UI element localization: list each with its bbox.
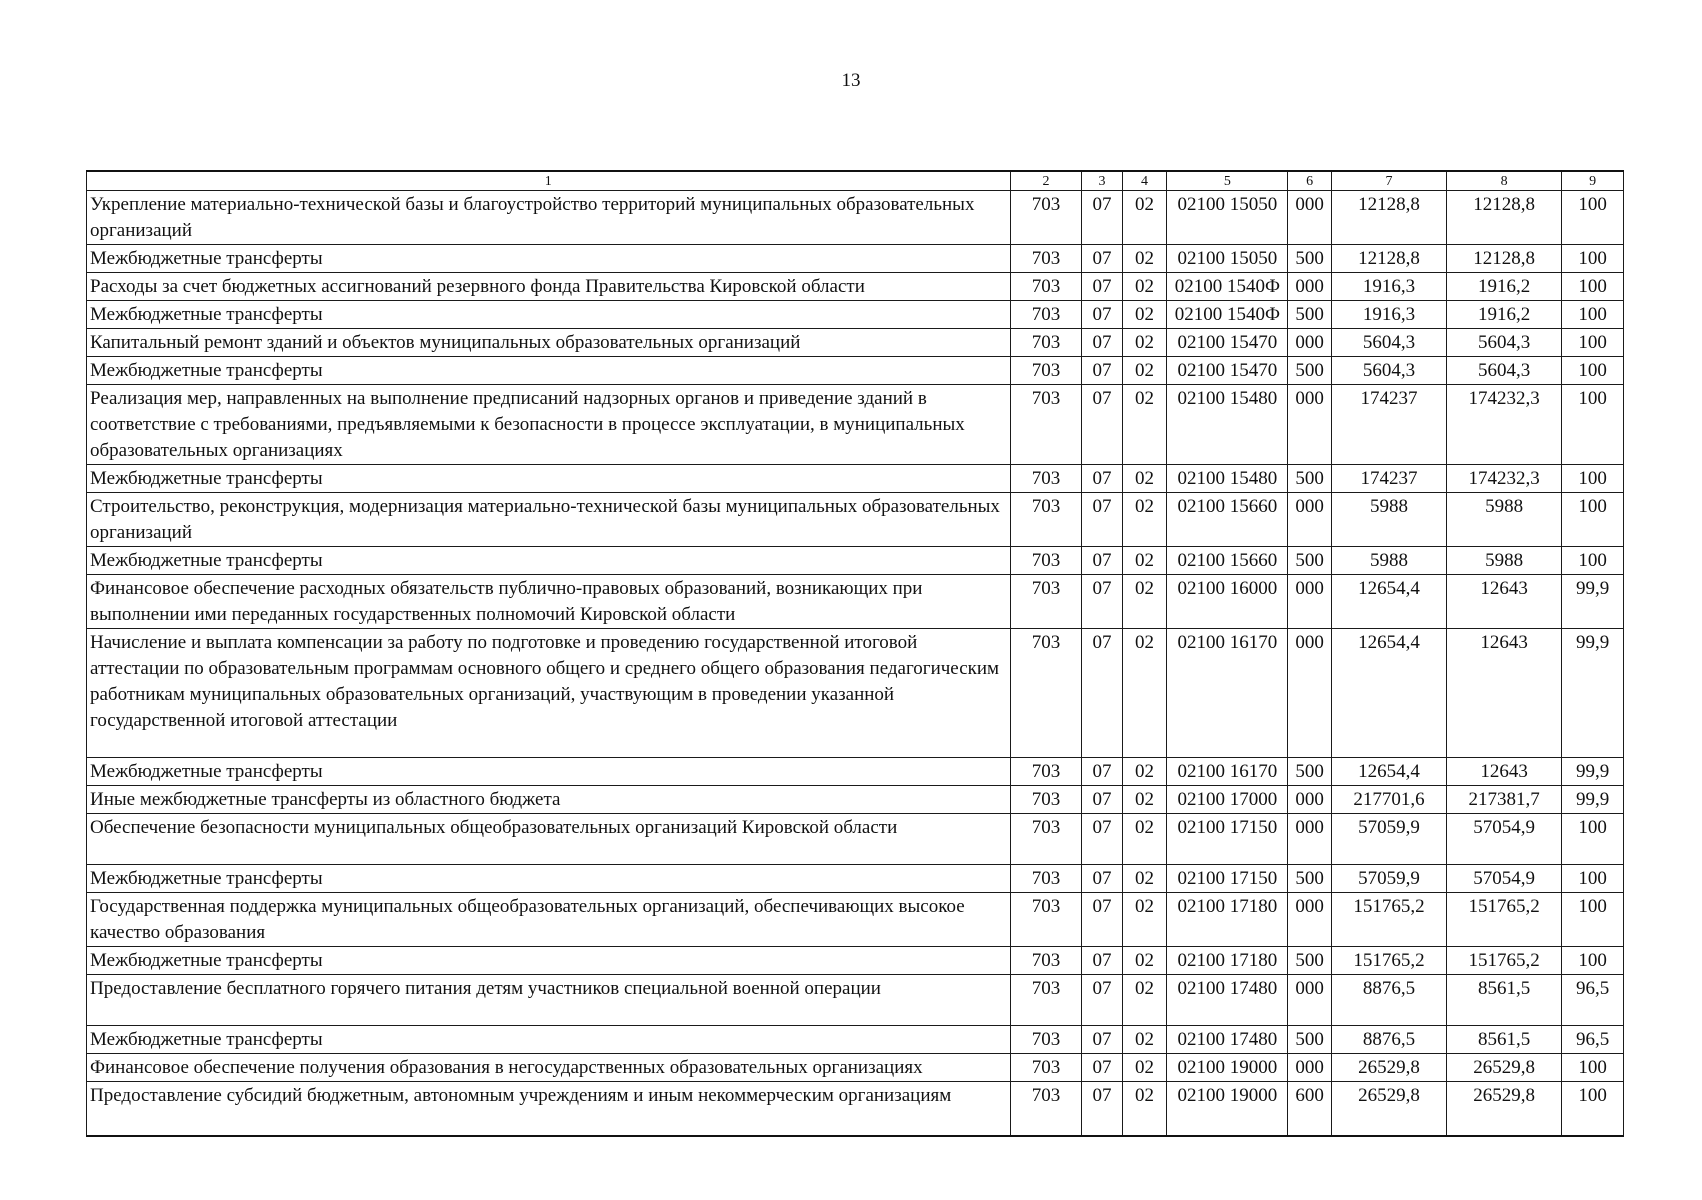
- cell-code-702: 703: [1010, 814, 1082, 865]
- cell-code-section: 07: [1082, 575, 1122, 629]
- cell-percent: 100: [1562, 329, 1624, 357]
- cell-percent: 100: [1562, 385, 1624, 465]
- cell-code-section: 07: [1082, 947, 1122, 975]
- cell-target-article: 02100 15050: [1167, 191, 1288, 245]
- cell-plan-amount: 26529,8: [1331, 1054, 1446, 1082]
- cell-plan-amount: 12654,4: [1331, 758, 1446, 786]
- cell-expense-type: 500: [1288, 547, 1331, 575]
- cell-percent: 99,9: [1562, 758, 1624, 786]
- cell-code-702: 703: [1010, 191, 1082, 245]
- cell-code-section: 07: [1082, 273, 1122, 301]
- cell-code-subsection: 02: [1122, 1054, 1166, 1082]
- cell-code-section: 07: [1082, 893, 1122, 947]
- cell-percent: 99,9: [1562, 575, 1624, 629]
- cell-expense-type: 000: [1288, 191, 1331, 245]
- cell-code-702: 703: [1010, 1054, 1082, 1082]
- cell-code-subsection: 02: [1122, 273, 1166, 301]
- header-cell: 4: [1122, 171, 1166, 191]
- cell-row-name: Межбюджетные трансферты: [87, 1026, 1011, 1054]
- cell-target-article: 02100 15480: [1167, 465, 1288, 493]
- cell-code-section: 07: [1082, 385, 1122, 465]
- table-row: [87, 629, 1624, 758]
- table-row: [87, 947, 1624, 975]
- cell-target-article: 02100 16000: [1167, 575, 1288, 629]
- cell-code-subsection: 02: [1122, 758, 1166, 786]
- table-row: [87, 191, 1624, 245]
- cell-code-subsection: 02: [1122, 814, 1166, 865]
- cell-plan-amount: 57059,9: [1331, 814, 1446, 865]
- cell-actual-amount: 217381,7: [1447, 786, 1562, 814]
- cell-actual-amount: 5988: [1447, 547, 1562, 575]
- cell-percent: 100: [1562, 191, 1624, 245]
- cell-target-article: 02100 15470: [1167, 329, 1288, 357]
- cell-percent: 100: [1562, 1054, 1624, 1082]
- cell-expense-type: 000: [1288, 814, 1331, 865]
- cell-percent: 100: [1562, 301, 1624, 329]
- table-body: [87, 191, 1624, 1137]
- table-row: [87, 547, 1624, 575]
- cell-code-section: 07: [1082, 814, 1122, 865]
- cell-expense-type: 500: [1288, 758, 1331, 786]
- cell-plan-amount: 1916,3: [1331, 301, 1446, 329]
- cell-code-702: 703: [1010, 1082, 1082, 1137]
- cell-code-702: 703: [1010, 329, 1082, 357]
- cell-plan-amount: 26529,8: [1331, 1082, 1446, 1137]
- cell-actual-amount: 151765,2: [1447, 893, 1562, 947]
- table-row: [87, 357, 1624, 385]
- header-cell: 9: [1562, 171, 1624, 191]
- cell-percent: 100: [1562, 865, 1624, 893]
- cell-row-name: Финансовое обеспечение получения образования в негосударственных образовательных организациях: [87, 1054, 1011, 1082]
- cell-code-section: 07: [1082, 975, 1122, 1026]
- cell-row-name: Межбюджетные трансферты: [87, 465, 1011, 493]
- cell-expense-type: 000: [1288, 786, 1331, 814]
- cell-expense-type: 600: [1288, 1082, 1331, 1137]
- cell-expense-type: 500: [1288, 245, 1331, 273]
- cell-target-article: 02100 16170: [1167, 758, 1288, 786]
- cell-target-article: 02100 19000: [1167, 1054, 1288, 1082]
- cell-percent: 100: [1562, 245, 1624, 273]
- cell-expense-type: 000: [1288, 385, 1331, 465]
- cell-code-subsection: 02: [1122, 547, 1166, 575]
- cell-plan-amount: 57059,9: [1331, 865, 1446, 893]
- cell-target-article: 02100 17000: [1167, 786, 1288, 814]
- cell-row-name: Капитальный ремонт зданий и объектов муниципальных образовательных организаций: [87, 329, 1011, 357]
- cell-row-name: Предоставление бесплатного горячего питания детям участников специальной военной операции: [87, 975, 1011, 1026]
- cell-percent: 96,5: [1562, 1026, 1624, 1054]
- cell-row-name: Межбюджетные трансферты: [87, 947, 1011, 975]
- header-cell: 5: [1167, 171, 1288, 191]
- cell-code-section: 07: [1082, 1026, 1122, 1054]
- cell-code-702: 703: [1010, 975, 1082, 1026]
- cell-code-section: 07: [1082, 329, 1122, 357]
- cell-actual-amount: 12128,8: [1447, 191, 1562, 245]
- cell-actual-amount: 12128,8: [1447, 245, 1562, 273]
- cell-code-702: 703: [1010, 758, 1082, 786]
- cell-percent: 99,9: [1562, 629, 1624, 758]
- cell-code-subsection: 02: [1122, 575, 1166, 629]
- cell-plan-amount: 174237: [1331, 385, 1446, 465]
- cell-actual-amount: 8561,5: [1447, 975, 1562, 1026]
- cell-actual-amount: 26529,8: [1447, 1054, 1562, 1082]
- header-row: [87, 171, 1624, 191]
- cell-actual-amount: 5604,3: [1447, 329, 1562, 357]
- cell-code-section: 07: [1082, 357, 1122, 385]
- cell-expense-type: 500: [1288, 301, 1331, 329]
- cell-target-article: 02100 15050: [1167, 245, 1288, 273]
- table-row: [87, 385, 1624, 465]
- cell-percent: 100: [1562, 465, 1624, 493]
- cell-code-subsection: 02: [1122, 465, 1166, 493]
- table-row: [87, 893, 1624, 947]
- cell-code-section: 07: [1082, 1054, 1122, 1082]
- cell-plan-amount: 5988: [1331, 493, 1446, 547]
- cell-row-name: Строительство, реконструкция, модернизация материально-технической базы муниципальных образовательных организаций: [87, 493, 1011, 547]
- cell-code-702: 703: [1010, 357, 1082, 385]
- cell-row-name: Расходы за счет бюджетных ассигнований резервного фонда Правительства Кировской области: [87, 273, 1011, 301]
- cell-code-702: 703: [1010, 1026, 1082, 1054]
- cell-code-702: 703: [1010, 493, 1082, 547]
- cell-actual-amount: 1916,2: [1447, 301, 1562, 329]
- cell-expense-type: 000: [1288, 493, 1331, 547]
- cell-row-name: Межбюджетные трансферты: [87, 357, 1011, 385]
- cell-code-subsection: 02: [1122, 629, 1166, 758]
- cell-actual-amount: 12643: [1447, 758, 1562, 786]
- cell-code-section: 07: [1082, 786, 1122, 814]
- cell-plan-amount: 1916,3: [1331, 273, 1446, 301]
- cell-expense-type: 500: [1288, 465, 1331, 493]
- cell-code-702: 703: [1010, 893, 1082, 947]
- cell-code-section: 07: [1082, 301, 1122, 329]
- table-row: [87, 273, 1624, 301]
- cell-code-702: 703: [1010, 385, 1082, 465]
- cell-code-section: 07: [1082, 465, 1122, 493]
- cell-row-name: Межбюджетные трансферты: [87, 245, 1011, 273]
- header-cell: 6: [1288, 171, 1331, 191]
- cell-code-subsection: 02: [1122, 786, 1166, 814]
- cell-expense-type: 000: [1288, 975, 1331, 1026]
- cell-percent: 100: [1562, 814, 1624, 865]
- table-row: [87, 786, 1624, 814]
- cell-expense-type: 000: [1288, 273, 1331, 301]
- cell-code-section: 07: [1082, 865, 1122, 893]
- cell-expense-type: 000: [1288, 329, 1331, 357]
- table-row: [87, 865, 1624, 893]
- cell-plan-amount: 5604,3: [1331, 357, 1446, 385]
- cell-code-702: 703: [1010, 301, 1082, 329]
- cell-row-name: Государственная поддержка муниципальных общеобразовательных организаций, обеспечивающих высокое качество образования: [87, 893, 1011, 947]
- cell-target-article: 02100 1540Ф: [1167, 301, 1288, 329]
- cell-actual-amount: 151765,2: [1447, 947, 1562, 975]
- cell-code-section: 07: [1082, 493, 1122, 547]
- table-row: [87, 1082, 1624, 1137]
- header-cell: 3: [1082, 171, 1122, 191]
- cell-code-section: 07: [1082, 245, 1122, 273]
- cell-target-article: 02100 19000: [1167, 1082, 1288, 1137]
- cell-code-subsection: 02: [1122, 893, 1166, 947]
- cell-code-subsection: 02: [1122, 357, 1166, 385]
- cell-plan-amount: 12654,4: [1331, 575, 1446, 629]
- cell-target-article: 02100 17150: [1167, 865, 1288, 893]
- cell-row-name: Предоставление субсидий бюджетным, автономным учреждениям и иным некоммерческим организациям: [87, 1082, 1011, 1137]
- cell-code-subsection: 02: [1122, 1026, 1166, 1054]
- cell-actual-amount: 57054,9: [1447, 865, 1562, 893]
- cell-code-subsection: 02: [1122, 191, 1166, 245]
- cell-row-name: Укрепление материально-технической базы и благоустройство территорий муниципальных образовательных организаций: [87, 191, 1011, 245]
- cell-target-article: 02100 16170: [1167, 629, 1288, 758]
- table-row: [87, 301, 1624, 329]
- cell-row-name: Иные межбюджетные трансферты из областного бюджета: [87, 786, 1011, 814]
- cell-percent: 100: [1562, 493, 1624, 547]
- cell-expense-type: 000: [1288, 575, 1331, 629]
- cell-code-subsection: 02: [1122, 329, 1166, 357]
- cell-plan-amount: 5988: [1331, 547, 1446, 575]
- cell-expense-type: 000: [1288, 1054, 1331, 1082]
- cell-actual-amount: 5988: [1447, 493, 1562, 547]
- cell-actual-amount: 12643: [1447, 575, 1562, 629]
- cell-code-702: 703: [1010, 575, 1082, 629]
- cell-percent: 100: [1562, 357, 1624, 385]
- cell-plan-amount: 12128,8: [1331, 191, 1446, 245]
- header-cell: 2: [1010, 171, 1082, 191]
- cell-plan-amount: 217701,6: [1331, 786, 1446, 814]
- cell-percent: 100: [1562, 893, 1624, 947]
- cell-expense-type: 500: [1288, 1026, 1331, 1054]
- cell-actual-amount: 8561,5: [1447, 1026, 1562, 1054]
- cell-percent: 100: [1562, 547, 1624, 575]
- cell-target-article: 02100 15660: [1167, 493, 1288, 547]
- header-cell: 1: [87, 171, 1011, 191]
- table-row: [87, 1026, 1624, 1054]
- cell-row-name: Обеспечение безопасности муниципальных общеобразовательных организаций Кировской области: [87, 814, 1011, 865]
- cell-target-article: 02100 1540Ф: [1167, 273, 1288, 301]
- cell-code-702: 703: [1010, 865, 1082, 893]
- cell-code-section: 07: [1082, 547, 1122, 575]
- cell-plan-amount: 5604,3: [1331, 329, 1446, 357]
- cell-plan-amount: 12128,8: [1331, 245, 1446, 273]
- cell-code-702: 703: [1010, 629, 1082, 758]
- cell-row-name: Реализация мер, направленных на выполнение предписаний надзорных органов и приведение зданий в соответствие с требованиями, предъявляемыми к безопасности в процессе эксплуатации, в муниципальных образовательных организациях: [87, 385, 1011, 465]
- cell-code-702: 703: [1010, 245, 1082, 273]
- cell-row-name: Финансовое обеспечение расходных обязательств публично-правовых образований, возникающих при выполнении ими переданных государственных полномочий Кировской области: [87, 575, 1011, 629]
- cell-code-subsection: 02: [1122, 301, 1166, 329]
- cell-target-article: 02100 17150: [1167, 814, 1288, 865]
- cell-percent: 100: [1562, 1082, 1624, 1137]
- cell-actual-amount: 26529,8: [1447, 1082, 1562, 1137]
- header-cell: 8: [1447, 171, 1562, 191]
- table-row: [87, 329, 1624, 357]
- cell-row-name: Межбюджетные трансферты: [87, 758, 1011, 786]
- cell-actual-amount: 5604,3: [1447, 357, 1562, 385]
- cell-code-section: 07: [1082, 1082, 1122, 1137]
- budget-table: [86, 170, 1624, 1137]
- cell-percent: 100: [1562, 947, 1624, 975]
- table-row: [87, 814, 1624, 865]
- cell-row-name: Межбюджетные трансферты: [87, 547, 1011, 575]
- cell-code-702: 703: [1010, 465, 1082, 493]
- cell-code-702: 703: [1010, 547, 1082, 575]
- table-row: [87, 245, 1624, 273]
- table-row: [87, 1054, 1624, 1082]
- cell-expense-type: 000: [1288, 893, 1331, 947]
- table-row: [87, 493, 1624, 547]
- table-row: [87, 465, 1624, 493]
- page-number: 13: [841, 70, 861, 91]
- cell-target-article: 02100 15480: [1167, 385, 1288, 465]
- cell-code-subsection: 02: [1122, 385, 1166, 465]
- cell-code-subsection: 02: [1122, 1082, 1166, 1137]
- cell-plan-amount: 12654,4: [1331, 629, 1446, 758]
- cell-plan-amount: 8876,5: [1331, 975, 1446, 1026]
- cell-percent: 100: [1562, 273, 1624, 301]
- cell-percent: 96,5: [1562, 975, 1624, 1026]
- cell-code-subsection: 02: [1122, 493, 1166, 547]
- cell-target-article: 02100 17480: [1167, 1026, 1288, 1054]
- cell-expense-type: 000: [1288, 629, 1331, 758]
- table-row: [87, 575, 1624, 629]
- cell-actual-amount: 174232,3: [1447, 385, 1562, 465]
- cell-actual-amount: 12643: [1447, 629, 1562, 758]
- cell-code-subsection: 02: [1122, 865, 1166, 893]
- cell-plan-amount: 174237: [1331, 465, 1446, 493]
- cell-expense-type: 500: [1288, 865, 1331, 893]
- cell-actual-amount: 1916,2: [1447, 273, 1562, 301]
- cell-row-name: Начисление и выплата компенсации за работу по подготовке и проведению государственной итоговой аттестации по образовательным программам основного общего и среднего общего образования педагогическим работникам муниципальных образовательных организаций, участвующим в проведении указанной государственной итоговой аттестации: [87, 629, 1011, 758]
- table-row: [87, 975, 1624, 1026]
- cell-actual-amount: 57054,9: [1447, 814, 1562, 865]
- cell-target-article: 02100 17480: [1167, 975, 1288, 1026]
- cell-expense-type: 500: [1288, 947, 1331, 975]
- cell-code-subsection: 02: [1122, 245, 1166, 273]
- cell-code-702: 703: [1010, 947, 1082, 975]
- cell-percent: 99,9: [1562, 786, 1624, 814]
- cell-code-section: 07: [1082, 629, 1122, 758]
- cell-target-article: 02100 17180: [1167, 947, 1288, 975]
- cell-row-name: Межбюджетные трансферты: [87, 301, 1011, 329]
- cell-code-subsection: 02: [1122, 975, 1166, 1026]
- cell-target-article: 02100 15660: [1167, 547, 1288, 575]
- header-cell: 7: [1331, 171, 1446, 191]
- cell-expense-type: 500: [1288, 357, 1331, 385]
- cell-target-article: 02100 15470: [1167, 357, 1288, 385]
- cell-plan-amount: 8876,5: [1331, 1026, 1446, 1054]
- cell-code-subsection: 02: [1122, 947, 1166, 975]
- cell-code-section: 07: [1082, 191, 1122, 245]
- cell-actual-amount: 174232,3: [1447, 465, 1562, 493]
- cell-code-702: 703: [1010, 273, 1082, 301]
- cell-row-name: Межбюджетные трансферты: [87, 865, 1011, 893]
- cell-target-article: 02100 17180: [1167, 893, 1288, 947]
- cell-code-702: 703: [1010, 786, 1082, 814]
- cell-plan-amount: 151765,2: [1331, 893, 1446, 947]
- table-row: [87, 758, 1624, 786]
- cell-plan-amount: 151765,2: [1331, 947, 1446, 975]
- cell-code-section: 07: [1082, 758, 1122, 786]
